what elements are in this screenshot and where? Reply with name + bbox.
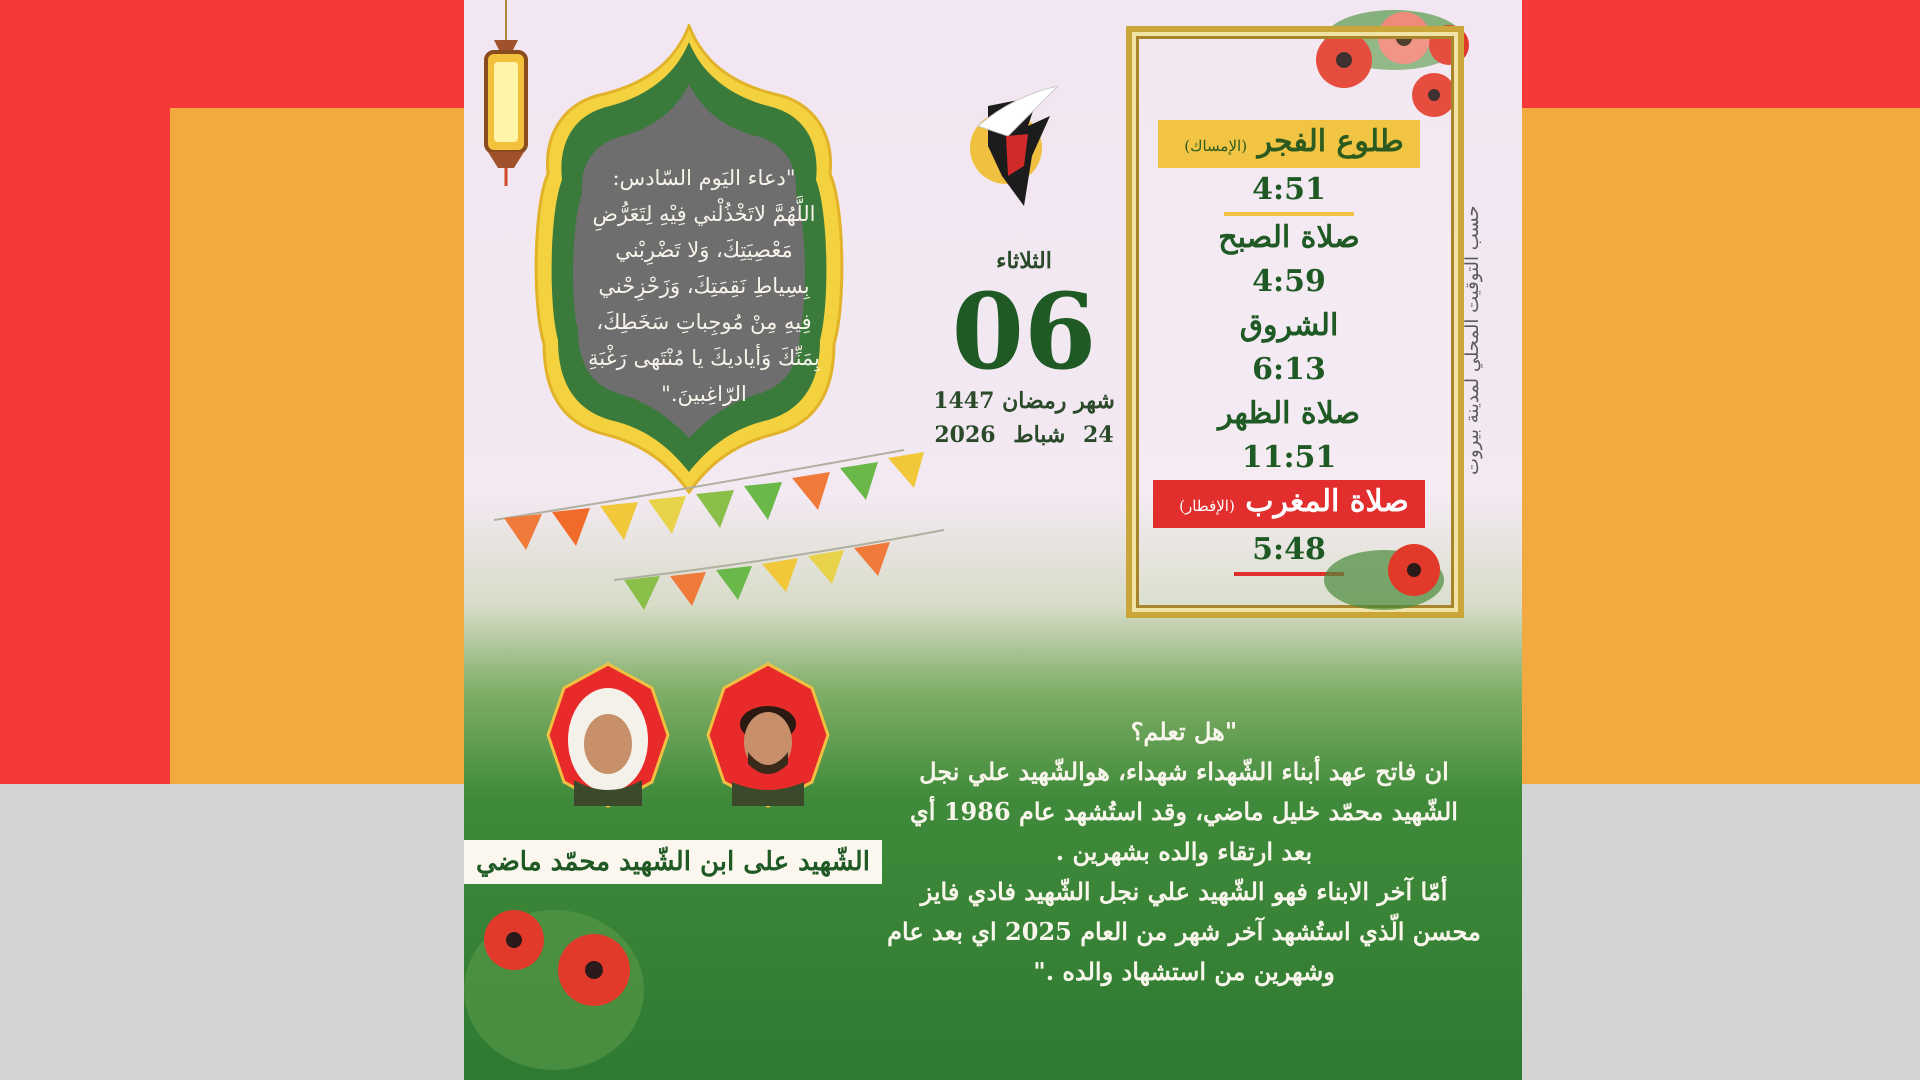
- fajr-sub-label: (الإمساك): [1184, 137, 1248, 155]
- day-name: الثلاثاء: [996, 248, 1052, 274]
- shurooq-time: 6:13: [1252, 352, 1326, 387]
- dhuhr-label: صلاة الظهر: [1217, 396, 1360, 431]
- dua-line: "دعاء اليَوم السّادس:: [612, 166, 796, 190]
- dua-line: اللَّهُمَّ لاتَخْذُلْني فِيْهِ لِتَعَرُّضِ: [592, 202, 816, 226]
- prayer-times-list: [1132, 120, 1446, 576]
- portrait-elder-martyr: [544, 660, 672, 810]
- did-you-know-line: ان فاتح عهد أبناء الشّهداء شهداء، هوالشّهيد علي نجل: [919, 757, 1449, 786]
- subh-label: صلاة الصبح: [1218, 220, 1360, 255]
- date-block: [924, 248, 1124, 448]
- maghrib-time: 5:48: [1252, 532, 1326, 567]
- subh-time: 4:59: [1252, 264, 1326, 299]
- poppy-flower-icon: [1314, 520, 1454, 620]
- emblem-logo: [958, 86, 1068, 216]
- side-note: حسب التوقيت المحلي لمدينة بيروت: [1462, 205, 1483, 475]
- did-you-know-line: أمّا آخر الابناء فهو الشّهيد علي نجل الشّهيد فادي فايز: [920, 877, 1448, 906]
- fajr-row: [1132, 120, 1446, 168]
- ramadan-poster: [464, 0, 1522, 1080]
- martyr-caption: الشّهيد على ابن الشّهيد محمّد ماضي: [464, 840, 882, 884]
- gregorian-date: 24 شباط 2026: [934, 422, 1114, 448]
- dua-line: مَعْصِيَتِكَ، وَلا تَضْرِبْني: [615, 238, 793, 262]
- fajr-highlight: [1158, 120, 1419, 168]
- did-you-know-text: [874, 712, 1494, 992]
- bunting-decoration: [484, 430, 1004, 650]
- lantern-icon: [476, 0, 536, 190]
- did-you-know-line: "هل تعلم؟: [1130, 717, 1238, 746]
- maghrib-label: صلاة المغرب: [1245, 484, 1409, 519]
- poppy-flowers-icon: [464, 880, 674, 1080]
- dua-text: [574, 160, 834, 412]
- did-you-know-line: محسن الّذي استُشهد آخر شهر من العام 2025 اي بعد عام: [887, 917, 1481, 946]
- dua-line: فِيهِ مِنْ مُوجِباتِ سَخَطِكَ،: [596, 310, 812, 334]
- dua-line: الرّاغِبينَ.": [661, 382, 747, 406]
- portrait-young-martyr: [704, 660, 832, 810]
- did-you-know-line: وشهرين من استشهاد والده .": [1033, 957, 1335, 986]
- dua-line: بِمَنِّكَ وَأياديكَ يا مُنْتَهى رَغْبَةِ: [588, 346, 820, 370]
- hijri-date: شهر رمضان 1447: [933, 388, 1115, 414]
- dhuhr-time: 11:51: [1241, 440, 1337, 475]
- fajr-time: 4:51: [1252, 172, 1326, 207]
- did-you-know-line: بعد ارتقاء والده بشهرين .: [1055, 837, 1313, 866]
- shurooq-label: الشروق: [1239, 308, 1339, 343]
- maghrib-sub-label: (الإفطار): [1179, 497, 1235, 515]
- day-number: 06: [951, 270, 1097, 393]
- did-you-know-line: الشّهيد محمّد خليل ماضي، وقد استُشهد عام 1986 أي: [910, 797, 1458, 826]
- dua-line: بِسِياطِ نَقِمَتِكَ، وَزَحْزِحْني: [598, 274, 810, 298]
- fajr-label: طلوع الفجر: [1257, 124, 1404, 159]
